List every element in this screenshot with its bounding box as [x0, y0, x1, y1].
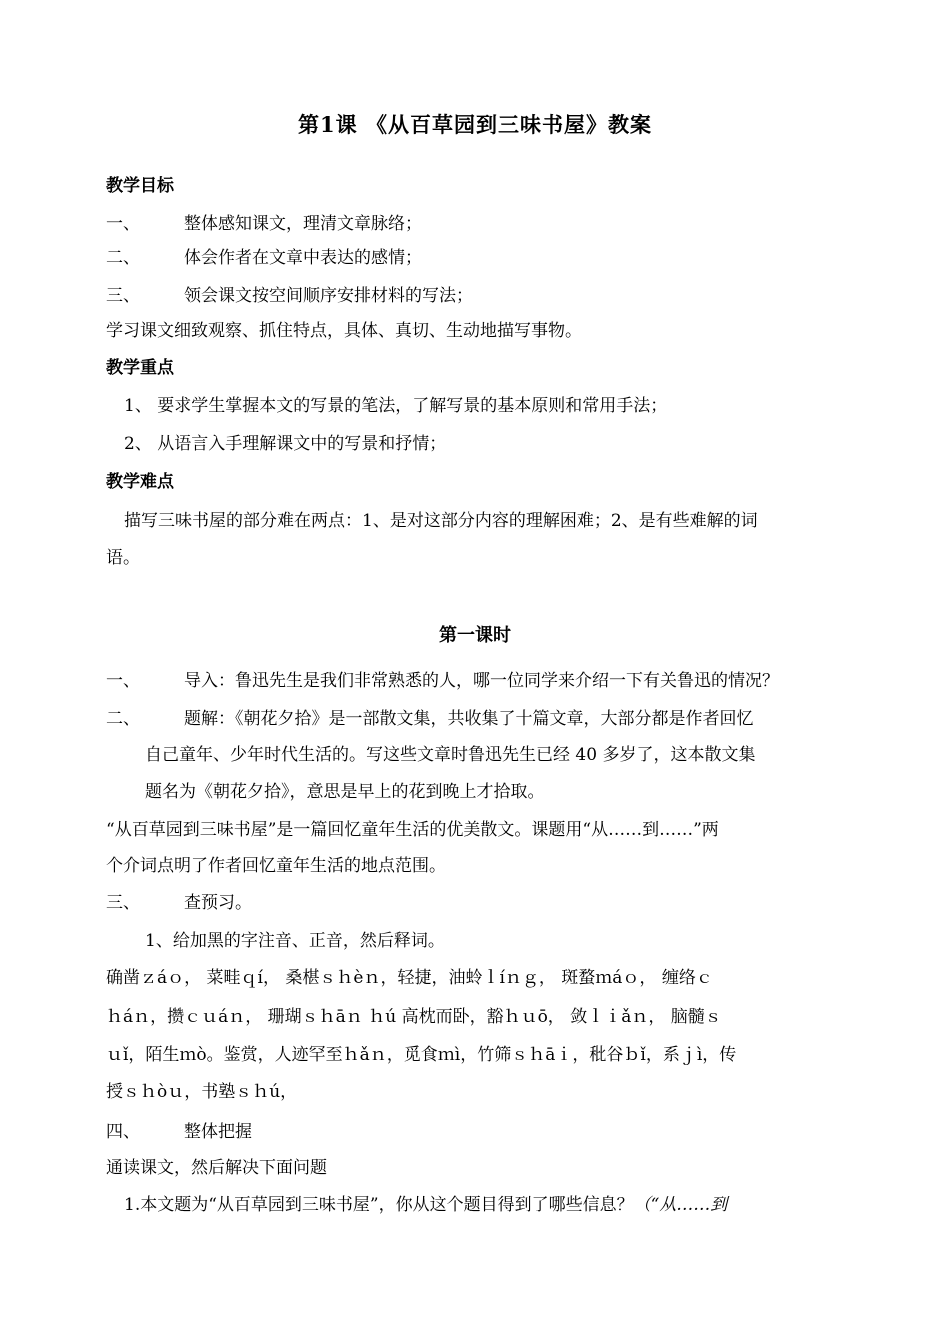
section-item	[106, 891, 850, 915]
question-text: 1.本文题为“从百草园到三味书屋”，你从这个题目得到了哪些信息？	[124, 1195, 634, 1215]
vocab-line: 确凿ｚáｏ， 菜畦ｑí， 桑椹ｓｈèｎ，轻捷，油蛉ｌíｎｇ， 斑蝥ｍáｏ， 缠络ｃ	[106, 968, 713, 988]
section-item	[106, 1120, 850, 1144]
document-title: 第1课 《从百草园到三味书屋》教案	[298, 112, 652, 137]
paragraph-text: “从百草园到三味书屋”是一篇回忆童年生活的优美散文。课题用“从……到……”两	[106, 820, 719, 840]
difficulty-heading: 教学难点	[106, 472, 174, 492]
difficulty-text-cont: 语。	[106, 548, 140, 568]
goal-text: 领会课文按空间顺序安排材料的写法；	[184, 286, 473, 306]
goal-item	[106, 246, 850, 270]
paragraph-text: 个介词点明了作者回忆童年生活的地点范围。	[106, 856, 446, 876]
section-text-cont: 自己童年、少年时代生活的。写这些文章时鲁迅先生已经 40 多岁了，这本散文集	[145, 745, 756, 765]
focus-item: 1、 要求学生掌握本文的写景的笔法，了解写景的基本原则和常用手法；	[124, 396, 668, 416]
goal-extra: 学习课文细致观察、抓住特点，具体、真切、生动地描写事物。	[106, 321, 582, 341]
goal-text: 体会作者在文章中表达的感情；	[184, 248, 422, 268]
section-text: 题解：《朝花夕拾》是一部散文集，共收集了十篇文章，大部分都是作者回忆	[184, 709, 754, 729]
goals-heading: 教学目标	[106, 176, 174, 196]
section-text: 整体把握	[184, 1122, 252, 1142]
focus-heading: 教学重点	[106, 358, 174, 378]
section-number: 三、	[106, 893, 140, 913]
section-number: 二、	[106, 709, 140, 729]
lesson-heading: 第一课时	[439, 625, 511, 646]
section-text-cont: 题名为《朝花夕拾》，意思是早上的花到晚上才拾取。	[145, 782, 545, 802]
goal-item	[106, 212, 850, 236]
vocab-line: ｕǐ，陌生ｍò。鉴赏，人迹罕至ｈǎｎ，觅食ｍì，竹筛ｓｈāｉ，秕谷ｂǐ，系ｊì，传	[106, 1045, 737, 1065]
section-number: 四、	[106, 1122, 140, 1142]
goal-number: 二、	[106, 248, 140, 268]
vocab-line: 授ｓｈòｕ，书塾ｓｈú，	[106, 1082, 298, 1102]
section-text: 查预习。	[184, 893, 252, 913]
goal-text: 整体感知课文，理清文章脉络；	[184, 214, 422, 234]
question-hint: （“从……到	[633, 1195, 728, 1215]
question-item	[124, 1193, 850, 1217]
section-item	[106, 707, 850, 731]
section-text: 导入：鲁迅先生是我们非常熟悉的人，哪一位同学来介绍一下有关鲁迅的情况？	[184, 671, 779, 691]
focus-item: 2、 从语言入手理解课文中的写景和抒情；	[124, 434, 447, 454]
instruction-text: 通读课文，然后解决下面问题	[106, 1158, 327, 1178]
vocab-line: ｈáｎ，攒ｃｕáｎ， 珊瑚ｓｈāｎ ｈú 高枕而卧，豁ｈｕō， 敛ｌｉǎｎ， 脑髓ｓ	[106, 1007, 722, 1027]
subsection-text: 1、给加黑的字注音、正音，然后释词。	[145, 931, 445, 951]
goal-number: 三、	[106, 286, 140, 306]
difficulty-text: 描写三味书屋的部分难在两点：1、是对这部分内容的理解困难；2、是有些难解的词	[124, 511, 758, 531]
goal-item	[106, 284, 850, 308]
section-number: 一、	[106, 671, 140, 691]
section-item	[106, 669, 850, 693]
goal-number: 一、	[106, 214, 140, 234]
